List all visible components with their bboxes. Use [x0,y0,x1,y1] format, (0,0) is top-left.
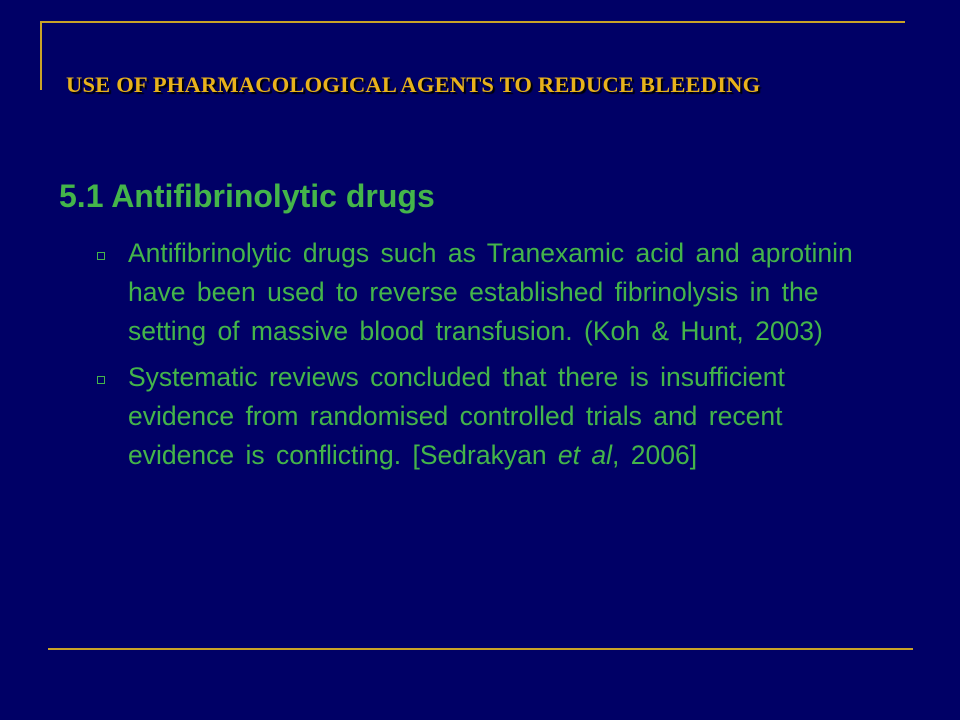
bullet-list [97,234,897,482]
bullet-text-italic: et al [557,440,613,470]
slide-title: USE OF PHARMACOLOGICAL AGENTS TO REDUCE BLEEDING [66,72,761,97]
bullet-text [128,358,897,475]
bullet-item [97,234,897,351]
left-divider [40,21,42,90]
hollow-square-bullet-icon [97,252,105,260]
section-heading: 5.1 Antifibrinolytic drugs [59,178,435,214]
hollow-square-bullet-icon [97,376,105,384]
bullet-item [97,358,897,475]
top-divider [40,21,905,23]
bottom-divider [48,648,913,650]
bullet-text: Antifibrinolytic drugs such as Tranexamic acid and aprotinin have been used to reverse established fibrinolysis in the setting of massive blood transfusion. (Koh & Hunt, 2003) [128,238,853,346]
bullet-text-end: , 2006] [612,440,698,470]
bullet-text-main: Systematic reviews concluded that there is insufficient evidence from randomised controlled trials and recent evidence is conflicting. [Sedrakyan [128,362,785,470]
